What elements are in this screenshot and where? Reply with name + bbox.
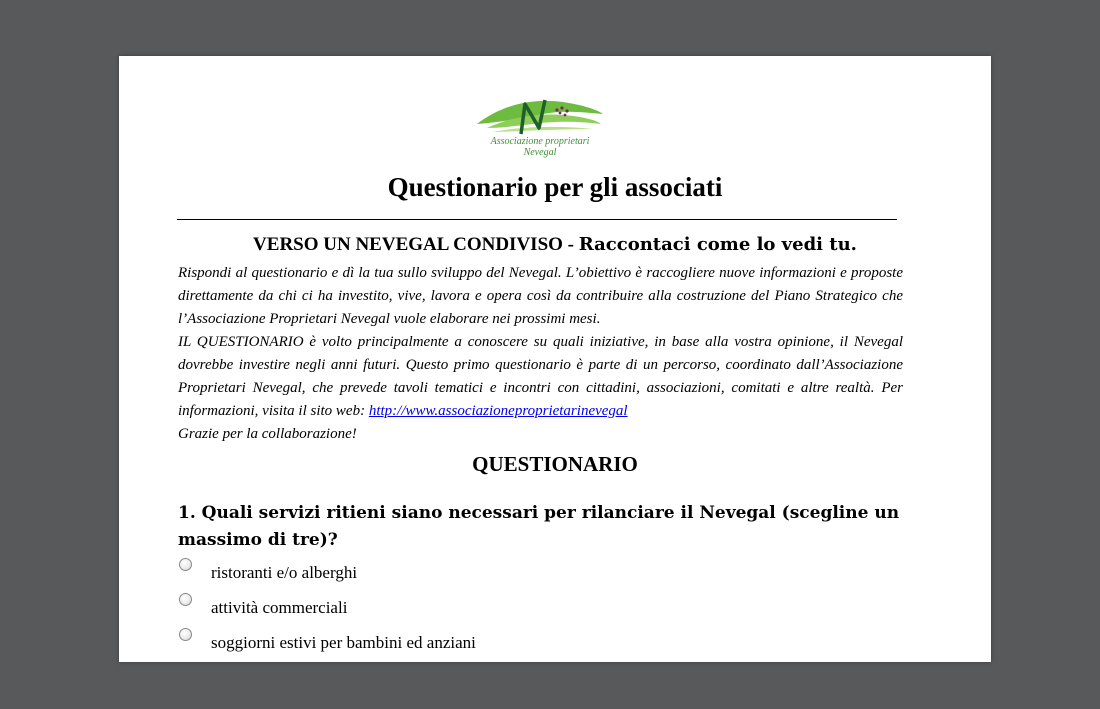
radio-button-icon[interactable] <box>179 593 192 606</box>
option-label: attività commerciali <box>211 598 348 617</box>
intro-thanks: Grazie per la collaborazione! <box>178 426 357 442</box>
logo-text <box>473 136 607 158</box>
document-subtitle <box>119 234 991 256</box>
document-title: Questionario per gli associati <box>387 172 723 202</box>
option-label: ristoranti e/o alberghi <box>211 563 358 582</box>
section-heading: QUESTIONARIO <box>472 452 638 476</box>
option-label: soggiorni estivi per bambini ed anziani <box>211 633 476 652</box>
logo-line-1: Associazione proprietari <box>490 136 590 147</box>
subtitle-main: VERSO UN NEVEGAL CONDIVISO <box>253 234 563 255</box>
radio-button-icon[interactable] <box>179 558 192 571</box>
radio-button-icon[interactable] <box>179 628 192 641</box>
mountain-logo-icon <box>473 94 607 138</box>
intro-paragraph-2 <box>178 331 903 423</box>
subtitle-tagline: Raccontaci come lo vedi tu. <box>578 234 857 255</box>
title-divider <box>177 219 897 220</box>
logo-line-2: Nevegal <box>523 147 557 158</box>
association-logo <box>473 94 607 164</box>
intro-paragraph-2-text: IL QUESTIONARIO è volto principalmente a conoscere su quali iniziative, in base alla vostra opinione, il Nevegal dovrebbe investire negli anni futuri. Questo primo questionario è parte di un percorso, coordinato dall’Associazione Proprietari Nevegal, che prevede tavoli tematici e incontri con cittadini, associazioni, comitati e altre realtà. Per informazioni, visita il sito web: <box>178 334 903 419</box>
option-ristoranti[interactable] <box>179 558 879 586</box>
intro-text <box>178 262 903 446</box>
option-attivita-commerciali[interactable] <box>179 593 879 621</box>
intro-paragraph-1: Rispondi al questionario e dì la tua sullo sviluppo del Nevegal. L’obiettivo è raccogliere nuove informazioni e proposte direttamente da chi ci ha investito, vive, lavora e opera così da contribuire alla costruzione del Piano Strategico che l’Associazione Proprietari Nevegal vuole elaborare nei prossimi mesi. <box>178 265 903 327</box>
question-1-text: 1. Quali servizi ritieni siano necessari per rilanciare il Nevegal (scegline un massimo di tre)? <box>178 503 900 550</box>
subtitle-separator: - <box>567 234 574 255</box>
option-soggiorni-estivi[interactable] <box>179 628 879 656</box>
website-link[interactable]: http://www.associazioneproprietarinevegal <box>368 403 628 419</box>
document-page <box>119 56 991 662</box>
